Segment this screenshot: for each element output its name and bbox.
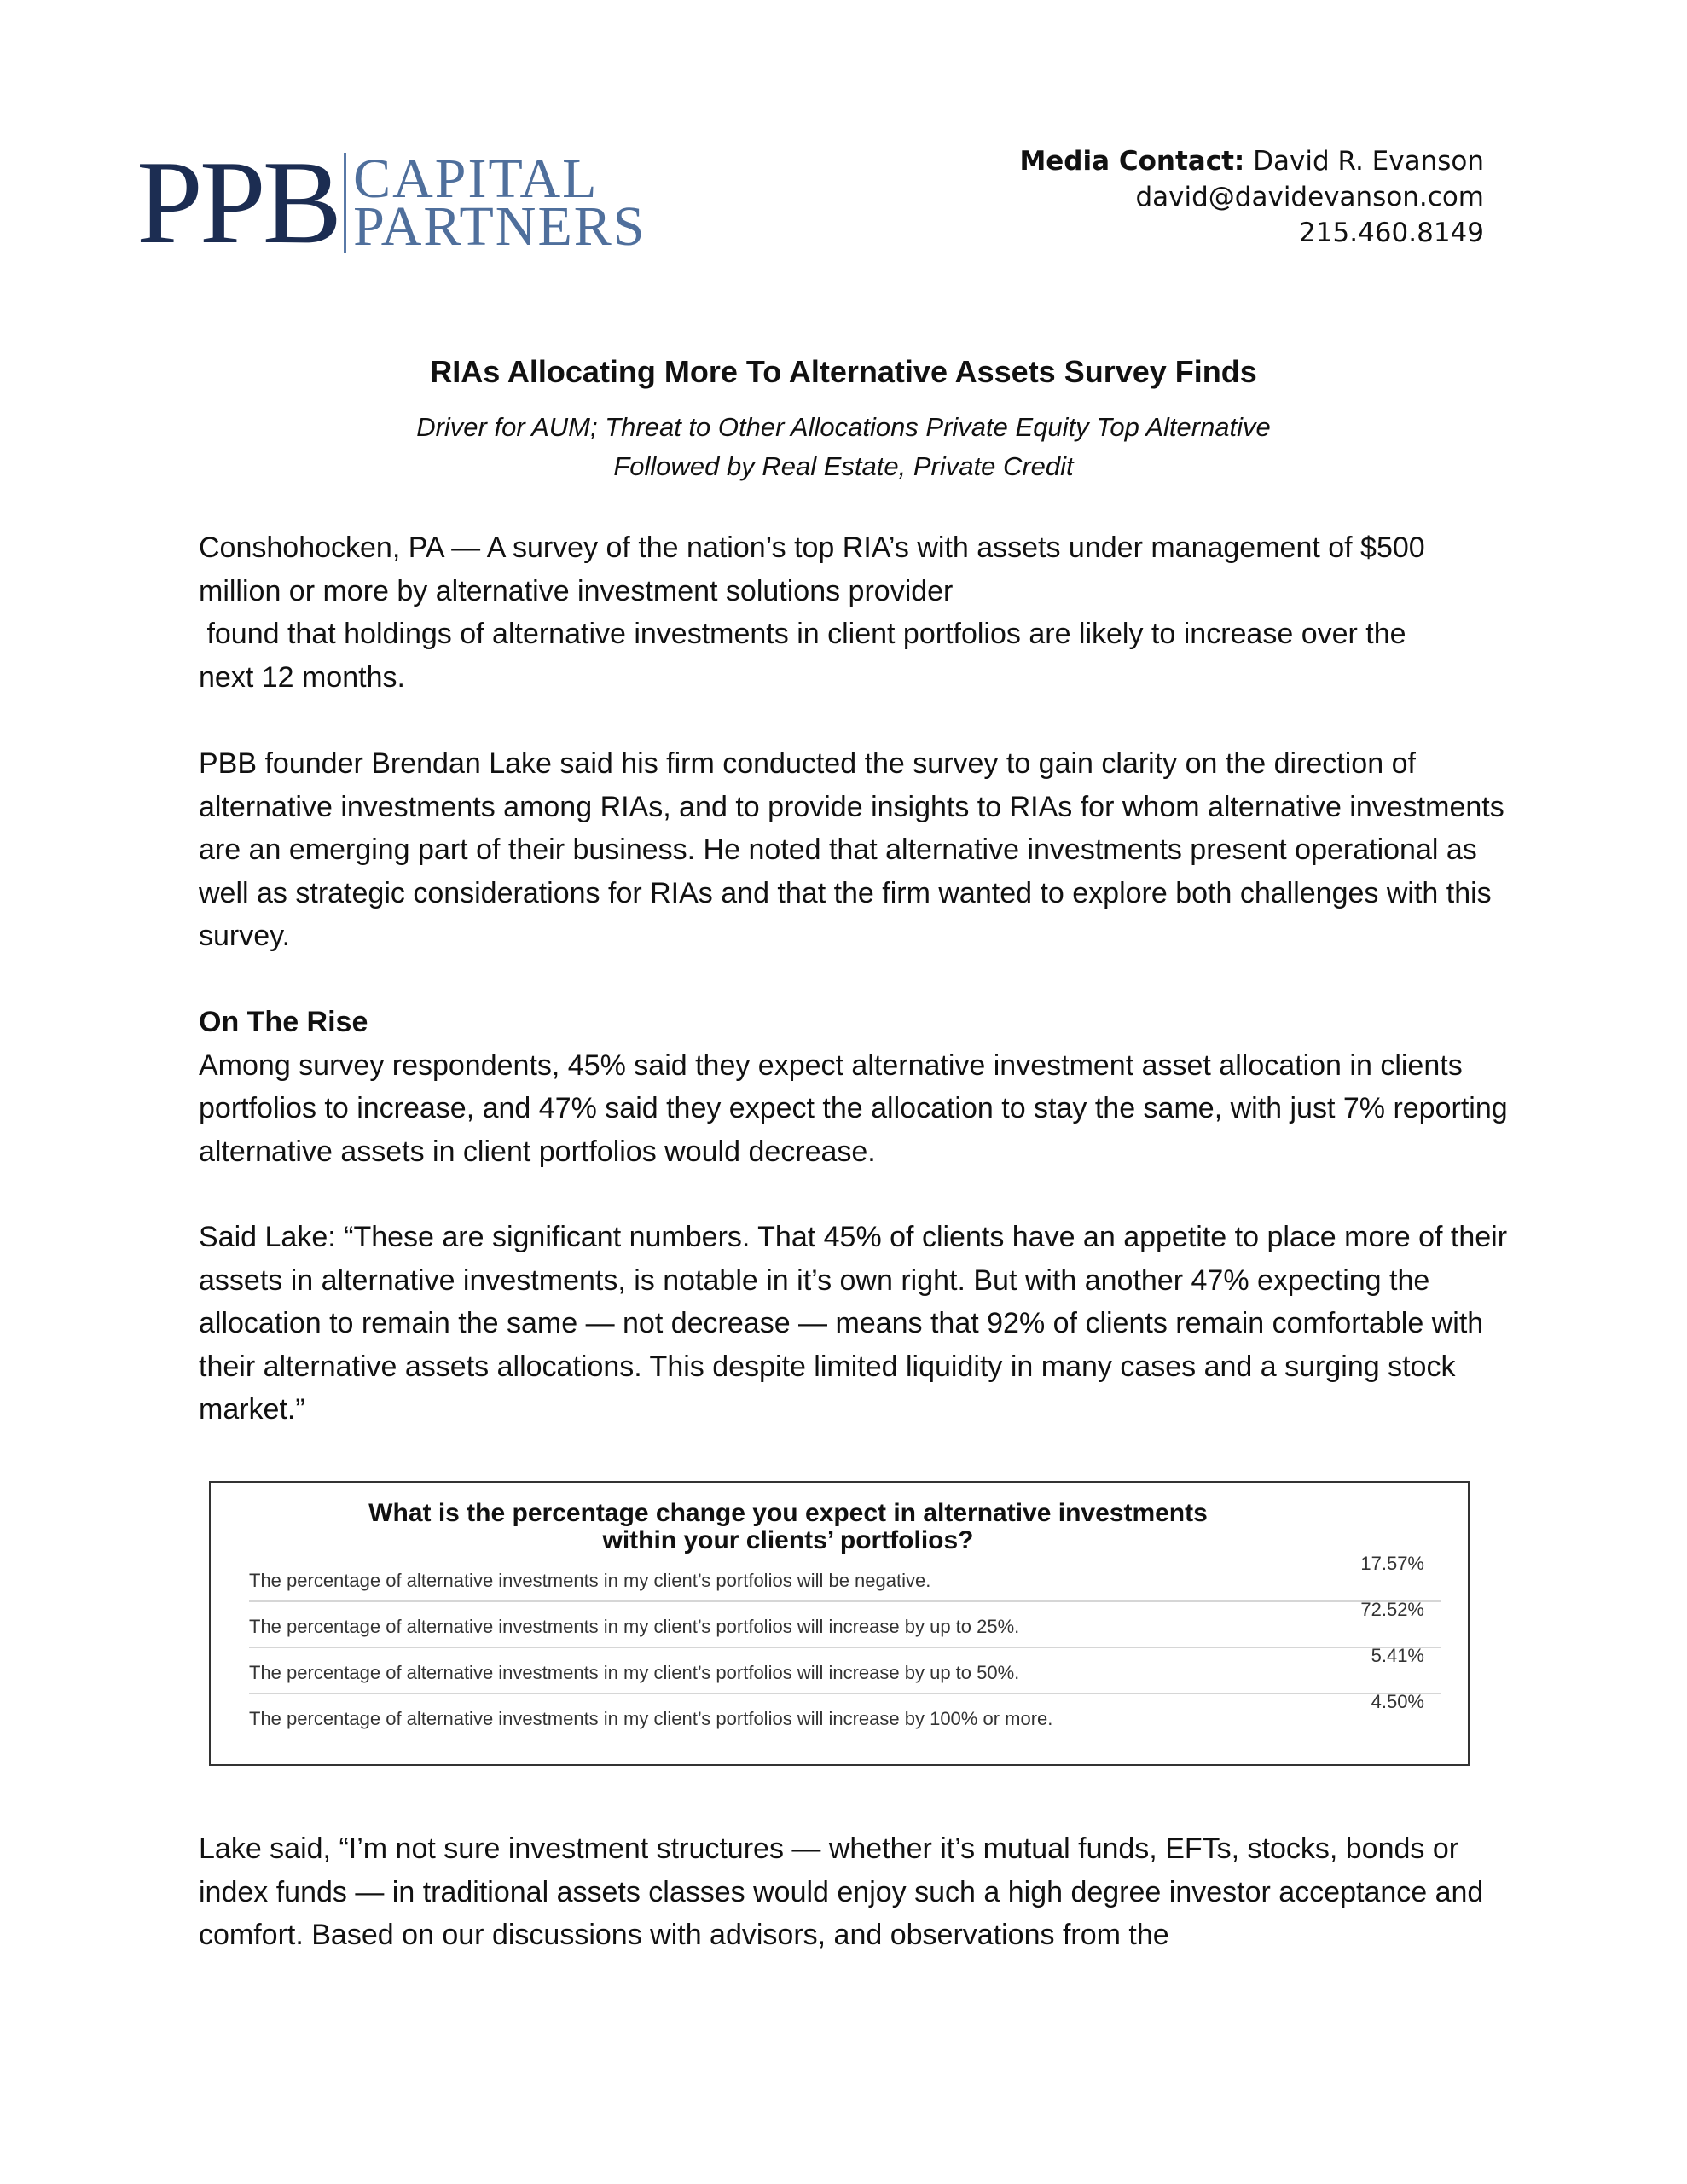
logo-words — [353, 148, 646, 258]
table-row — [249, 1645, 1441, 1691]
row-value: 5.41% — [1371, 1645, 1424, 1666]
table-row — [249, 1553, 1441, 1599]
subtitle-line-2: Followed by Real Estate, Private Credit — [613, 451, 1074, 481]
paragraph-line: found that holdings of alternative investments in client portfolios are likely to increase over the — [199, 618, 1406, 650]
logo-ppb: PPB — [136, 136, 339, 269]
paragraph-line: next 12 months. — [199, 660, 405, 694]
press-release-subtitle — [0, 408, 1687, 486]
section-heading: On The Rise — [199, 1006, 368, 1038]
paragraph-text: Lake said, “I’m not sure investment structures — whether it’s mutual funds, EFTs, stocks, bonds or index funds — in traditional assets classes would enjoy such a high degree investor acceptance and comfort. Based on our discussions with advisors, and observations from the — [199, 1833, 1484, 1951]
row-label: The percentage of alternative investments in my client’s portfolios will increase by 100% or more. — [249, 1708, 1053, 1729]
paragraph-quote — [199, 1216, 1529, 1432]
paragraph-founder — [199, 742, 1512, 958]
paragraph-text: Said Lake: “These are significant numbers. That 45% of clients have an appetite to place more of their assets in alternative investments, is notable in it’s own right. But with another 47% expecting the allocation to remain the same — not decrease — means that 92% of clients remain comfortable with their alternative assets allocations. This despite limited liquidity in many cases and a surging stock market.” — [199, 1221, 1508, 1426]
logo-partners: PARTNERS — [353, 195, 646, 258]
company-logo — [136, 136, 646, 269]
row-value: 72.52% — [1360, 1599, 1424, 1620]
media-contact — [1019, 143, 1484, 251]
press-release-title: RIAs Allocating More To Alternative Assets Survey Finds — [430, 354, 1257, 389]
section-on-the-rise — [199, 1001, 1529, 1173]
contact-name-line — [1019, 143, 1484, 179]
paragraph-line: Conshohocken, PA — A survey of the nation’s top RIA’s with assets under management of $500 — [199, 531, 1425, 564]
table-row — [249, 1599, 1441, 1645]
survey-question-line-1: What is the percentage change you expect in alternative investments — [368, 1499, 1208, 1527]
paragraph-text: PBB founder Brendan Lake said his firm conducted the survey to gain clarity on the direction of alternative investments among RIAs, and to provide insights to RIAs for whom alternative investments are an emerging part of their business. He noted that alternative investments present operational as well as strategic considerations for RIAs and that the firm wanted to explore both challenges with this survey. — [199, 747, 1504, 952]
paragraph-text: Among survey respondents, 45% said they expect alternative investment asset allocation in clients portfolios to increase, and 47% said they expect the allocation to stay the same, with just 7% reporting alternative assets in client portfolios would decrease. — [199, 1048, 1508, 1168]
survey-results-table — [209, 1481, 1470, 1766]
paragraph-line: million or more by alternative investment solutions provider — [199, 574, 954, 607]
row-value: 17.57% — [1360, 1553, 1424, 1574]
row-value: 4.50% — [1371, 1691, 1424, 1712]
survey-question — [159, 1500, 1417, 1554]
contact-label: Media Contact: — [1019, 146, 1245, 177]
logo-divider — [344, 153, 346, 253]
subtitle-line-1: Driver for AUM; Threat to Other Allocations Private Equity Top Alternative — [416, 412, 1271, 442]
contact-name: David R. Evanson — [1253, 146, 1484, 177]
contact-phone: 215.460.8149 — [1299, 218, 1484, 248]
paragraph-intro — [199, 526, 1529, 699]
row-label: The percentage of alternative investments in my client’s portfolios will increase by up to 25%. — [249, 1616, 1020, 1637]
paragraph-closing — [199, 1827, 1529, 1957]
contact-email[interactable]: david@davidevanson.com — [1135, 182, 1484, 212]
logo-capital: CAPITAL — [353, 148, 599, 210]
survey-question-line-2: within your clients’ portfolios? — [602, 1526, 974, 1554]
row-label: The percentage of alternative investments in my client’s portfolios will increase by up to 50%. — [249, 1662, 1020, 1683]
table-row — [249, 1691, 1441, 1737]
row-label: The percentage of alternative investments in my client’s portfolios will be negative. — [249, 1570, 931, 1591]
